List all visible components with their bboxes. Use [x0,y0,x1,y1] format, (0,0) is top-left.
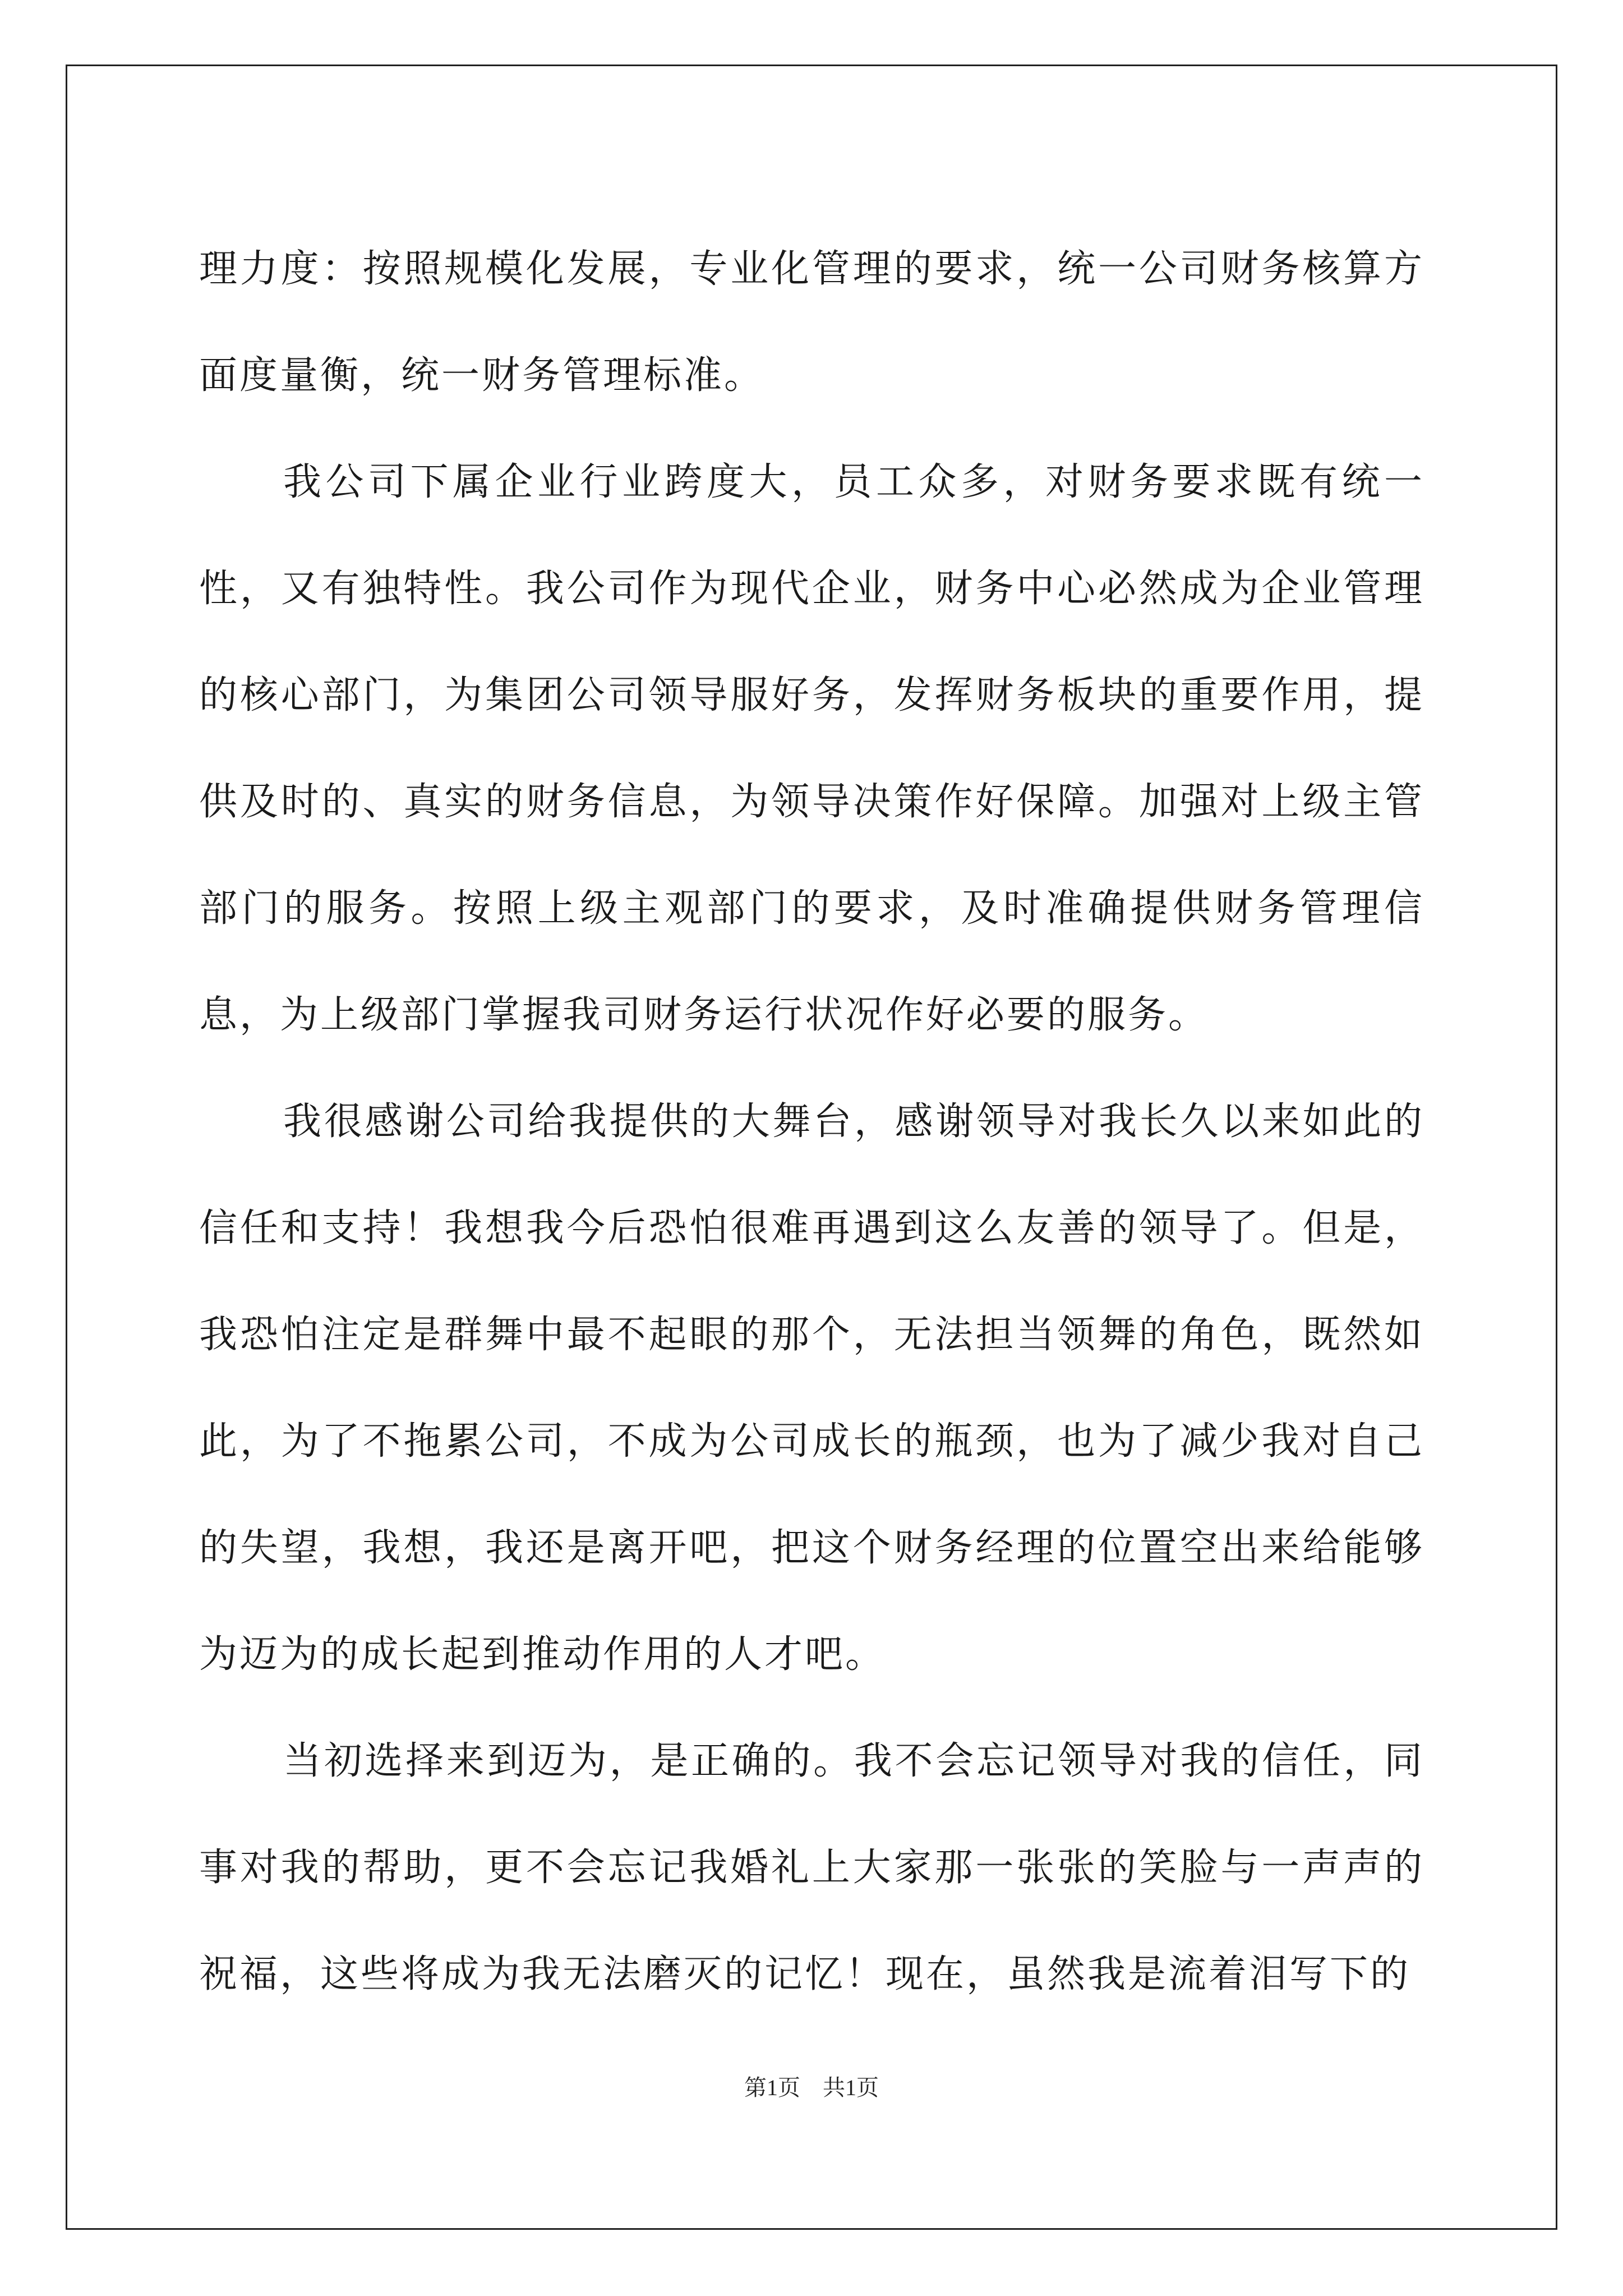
paragraph-3: 我很感谢公司给我提供的大舞台，感谢领导对我长久以来如此的信任和支持！我想我今后恐怕很难再遇到这么友善的领导了。但是，我恐怕注定是群舞中最不起眼的那个，无法担当领舞的角色，既然如此，为了不拖累公司，不成为公司成长的瓶颈，也为了减少我对自己的失望，我想，我还是离开吧，把这个财务经理的位置空出来给能够为迈为的成长起到推动作用的人才吧。 [199,1099,1424,1677]
paragraph-2: 我公司下属企业行业跨度大，员工众多，对财务要求既有统一性，又有独特性。我公司作为现代企业，财务中心必然成为企业管理的核心部门，为集团公司领导服好务，发挥财务板块的重要作用，提供及时的、真实的财务信息，为领导决策作好保障。加强对上级主管部门的服务。按照上级主观部门的要求，及时准确提供财务管理信息，为上级部门掌握我司财务运行状况作好必要的服务。 [199,460,1424,1037]
document-body [199,216,1424,2028]
page-total: 共1页 [823,2075,879,2100]
page-number: 第1页 [744,2075,800,2100]
paragraph-4: 当初选择来到迈为，是正确的。我不会忘记领导对我的信任，同事对我的帮助，更不会忘记我婚礼上大家那一张张的笑脸与一声声的祝福，这些将成为我无法磨灭的记忆！现在，虽然我是流着泪写下的 [199,1739,1424,1996]
page-footer [0,2070,1623,2102]
paragraph-1: 理力度：按照规模化发展，专业化管理的要求，统一公司财务核算方面度量衡，统一财务管理标准。 [199,247,1424,398]
